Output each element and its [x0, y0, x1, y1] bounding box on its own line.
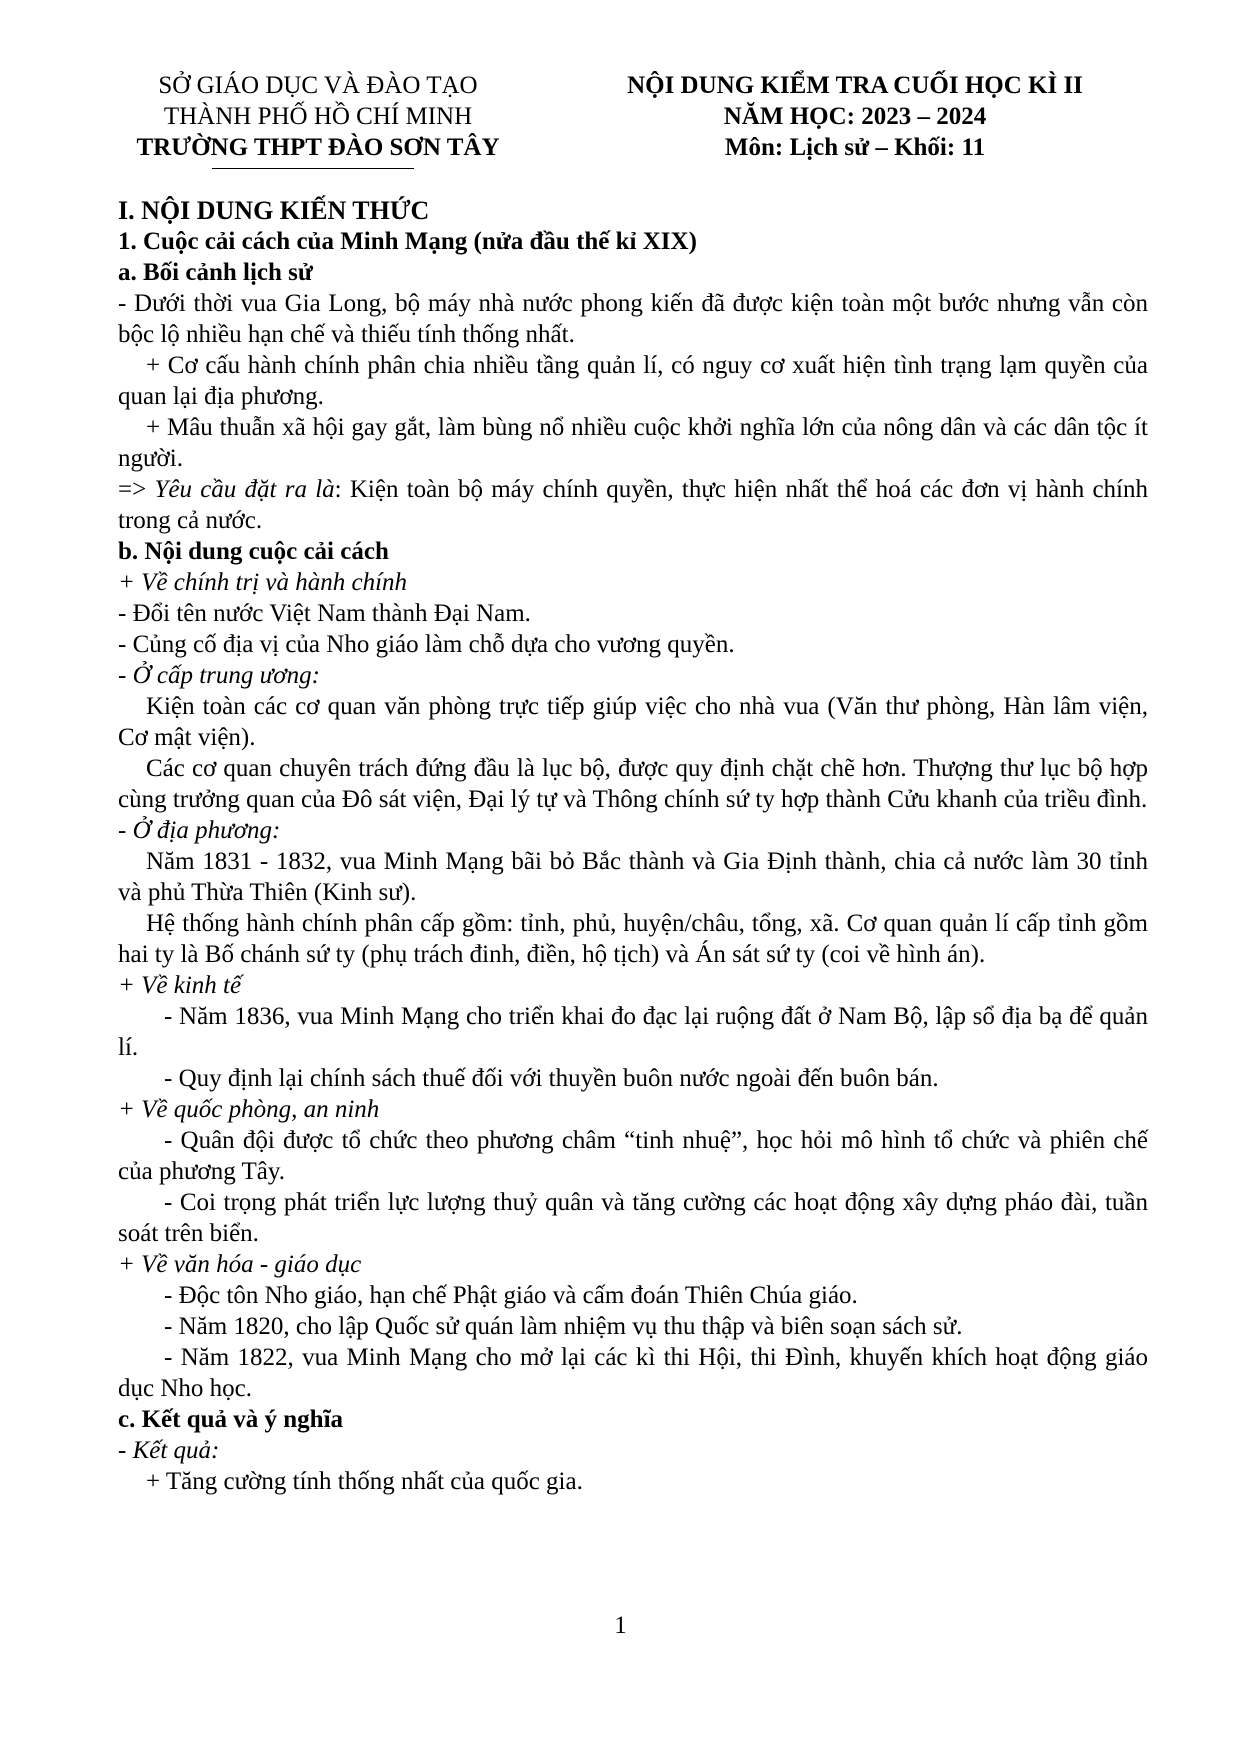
paragraph: Kiện toàn các cơ quan văn phòng trực tiếp giúp việc cho nhà vua (Văn thư phòng, Hàn lâm viện, Cơ mật viện).	[118, 693, 1148, 751]
paragraph: Các cơ quan chuyên trách đứng đầu là lục bộ, được quy định chặt chẽ hơn. Thượng thư lục bộ hợp cùng trưởng quan của Đô sát viện, Đại lý tự và Thông chính sứ ty hợp thành Cửu khanh của triều đình.	[118, 755, 1148, 813]
paragraph: - Độc tôn Nho giáo, hạn chế Phật giáo và cấm đoán Thiên Chúa giáo.	[164, 1282, 858, 1309]
paragraph: - Quy định lại chính sách thuế đối với thuyền buôn nước ngoài đến buôn bán.	[164, 1065, 939, 1092]
document-header	[0, 70, 1241, 180]
topic-label: + Về chính trị và hành chính	[118, 569, 408, 596]
paragraph: + Mâu thuẫn xã hội gay gắt, làm bùng nổ nhiều cuộc khởi nghĩa lớn của nông dân và các dân tộc ít người.	[118, 414, 1148, 472]
topic-label: + Về kinh tế	[118, 972, 242, 999]
header-city: THÀNH PHỐ HỒ CHÍ MINH	[163, 103, 473, 130]
header-school-year: NĂM HỌC: 2023 – 2024	[723, 103, 987, 130]
topic-label: - Ở địa phương:	[118, 817, 281, 844]
paragraph-requirement	[118, 474, 1148, 536]
paragraph: - Quân đội được tổ chức theo phương châm “tinh nhuệ”, học hỏi mô hình tổ chức và phiên chế của phương Tây.	[118, 1127, 1148, 1185]
header-issuer	[118, 70, 518, 163]
header-school: TRƯỜNG THPT ĐÀO SƠN TÂY	[136, 134, 500, 161]
subsection-heading: a. Bối cảnh lịch sử	[118, 259, 313, 286]
paragraph: - Đổi tên nước Việt Nam thành Đại Nam.	[118, 600, 531, 627]
header-subject-grade: Môn: Lịch sử – Khối: 11	[724, 134, 986, 161]
topic-label: - Ở cấp trung ương:	[118, 662, 320, 689]
subsection-heading: c. Kết quả và ý nghĩa	[118, 1406, 344, 1433]
section-heading: I. NỘI DUNG KIẾN THỨC	[118, 196, 430, 225]
paragraph: - Năm 1822, vua Minh Mạng cho mở lại các kì thi Hội, thi Đình, khuyến khích hoạt động giáo dục Nho học.	[118, 1344, 1148, 1402]
header-department: SỞ GIÁO DỤC VÀ ĐÀO TẠO	[158, 72, 478, 99]
requirement-label: Yêu cầu đặt ra là	[154, 476, 335, 503]
header-underline	[212, 168, 414, 169]
document-body	[118, 195, 1148, 1497]
topic-label: + Về văn hóa - giáo dục	[118, 1251, 362, 1278]
paragraph: - Dưới thời vua Gia Long, bộ máy nhà nước phong kiến đã được kiện toàn một bước nhưng vẫn còn bộc lộ nhiều hạn chế và thiếu tính thống nhất.	[118, 290, 1148, 348]
subsection-heading: b. Nội dung cuộc cải cách	[118, 538, 389, 565]
arrow-prefix: =>	[118, 476, 155, 503]
page-number: 1	[614, 1612, 627, 1639]
paragraph: - Năm 1820, cho lập Quốc sử quán làm nhiệm vụ thu thập và biên soạn sách sử.	[164, 1313, 963, 1340]
paragraph: - Củng cố địa vị của Nho giáo làm chỗ dựa cho vương quyền.	[118, 631, 735, 658]
paragraph: - Năm 1836, vua Minh Mạng cho triển khai đo đạc lại ruộng đất ở Nam Bộ, lập sổ địa bạ để quản lí.	[118, 1003, 1148, 1061]
paragraph: + Tăng cường tính thống nhất của quốc gia.	[146, 1468, 583, 1495]
paragraph: - Coi trọng phát triển lực lượng thuỷ quân và tăng cường các hoạt động xây dựng pháo đài, tuần soát trên biển.	[118, 1189, 1148, 1247]
requirement-text: : Kiện toàn bộ máy chính quyền, thực hiện nhất thể hoá các đơn vị hành chính trong cả nước.	[118, 476, 1149, 534]
topic-label: - Kết quả:	[118, 1437, 220, 1464]
header-exam-title: NỘI DUNG KIỂM TRA CUỐI HỌC KÌ II	[627, 72, 1083, 99]
paragraph: + Cơ cấu hành chính phân chia nhiều tầng quản lí, có nguy cơ xuất hiện tình trạng lạm quyền của quan lại địa phương.	[118, 352, 1148, 410]
topic-label: + Về quốc phòng, an ninh	[118, 1096, 380, 1123]
paragraph: Hệ thống hành chính phân cấp gồm: tỉnh, phủ, huyện/châu, tổng, xã. Cơ quan quản lí cấp tỉnh gồm hai ty là Bố chánh sứ ty (phụ trách đinh, điền, hộ tịch) và Án sát sứ ty (coi về hình án).	[118, 910, 1148, 968]
paragraph: Năm 1831 - 1832, vua Minh Mạng bãi bỏ Bắc thành và Gia Định thành, chia cả nước làm 30 tỉnh và phủ Thừa Thiên (Kinh sư).	[118, 848, 1148, 906]
header-exam-info	[590, 70, 1120, 163]
topic-heading: 1. Cuộc cải cách của Minh Mạng (nửa đầu thế kỉ XIX)	[118, 228, 697, 255]
